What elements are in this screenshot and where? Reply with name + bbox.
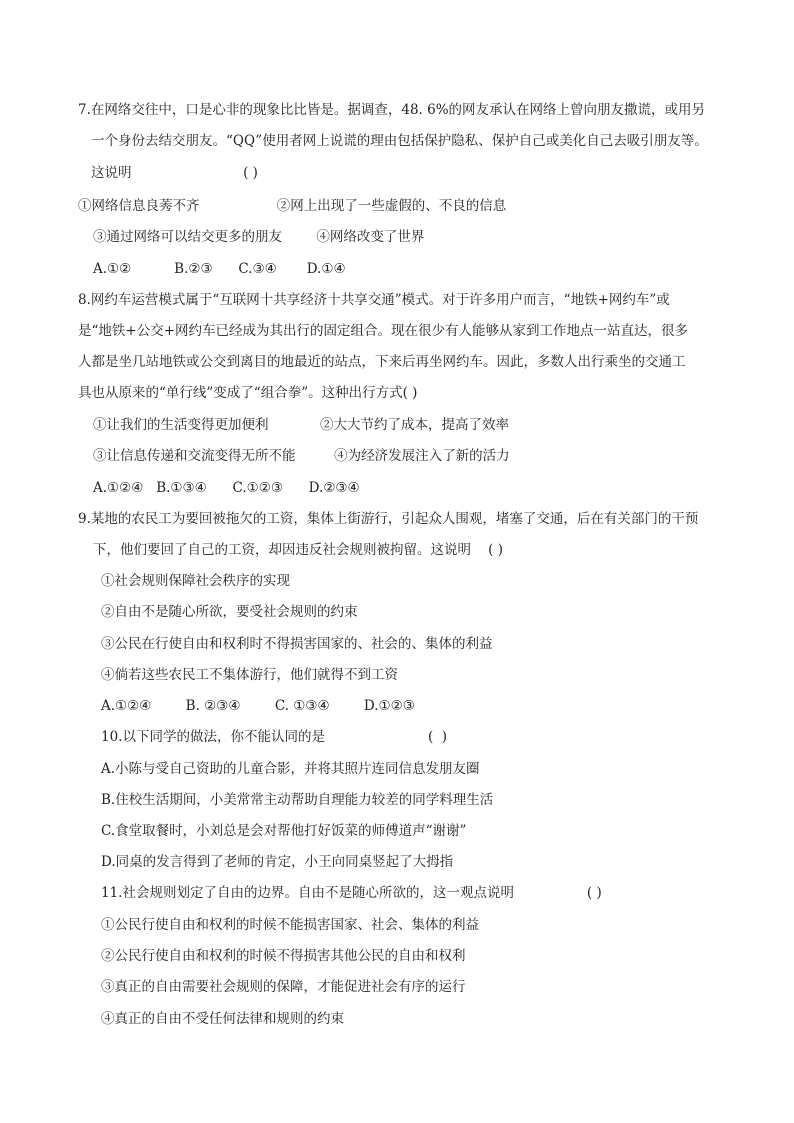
q9-option-2: ②自由不是随心所欲，要受社会规则的约束 (101, 604, 358, 620)
q9-stem-line-1: 9.某地的农民工为要回被拖欠的工资，集体上街游行，引起众人围观，堵塞了交通，后在有关部门的干预 (78, 511, 699, 527)
q7-options-3-4: ③通过网络可以结交更多的朋友 ④网络改变了世界 (93, 229, 425, 245)
q7-answers: A.①② B.②③ C.③④ D.①④ (93, 261, 346, 277)
q9-answers: A.①②④ B. ②③④ C. ①③④ D.①②③ (101, 698, 415, 714)
q11-stem: 11.社会规则划定了自由的边界。自由不是随心所欲的，这一观点说明 ( ) (101, 885, 602, 901)
q10-option-a: A.小陈与受自己资助的儿童合影，并将其照片连同信息发朋友圈 (101, 761, 480, 777)
q11-option-1: ①公民行使自由和权利的时候不能损害国家、社会、集体的利益 (101, 917, 479, 933)
q7-options-1-2: ①网络信息良莠不齐 ②网上出现了一些虚假的、不良的信息 (78, 198, 507, 214)
q8-stem-line-2: 是“地铁+公交+网约车已经成为其出行的固定组合。现在很少有人能够从家到工作地点一站直达，很多 (78, 323, 689, 339)
q8-stem-line-4: 具也从原来的“单行线”变成了“组合拳”。这种出行方式( ) (78, 385, 418, 401)
q8-answers: A.①②④ B.①③④ C.①②③ D.②③④ (93, 480, 360, 496)
q9-stem-line-2: 下，他们要回了自己的工资，却因违反社会规则被拘留。这说明 ( ) (93, 542, 503, 558)
q9-option-3: ③公民在行使自由和权利时不得损害国家的、社会的、集体的利益 (101, 636, 493, 652)
q10-stem: 10.以下同学的做法，你不能认同的是 ( ) (101, 729, 448, 745)
q11-option-4: ④真正的自由不受任何法律和规则的约束 (101, 1011, 344, 1027)
q8-stem-line-1: 8.网约车运营模式属于“互联网十共享经济十共享交通”模式。对于许多用户而言，“地铁+网约车”或 (78, 292, 670, 308)
q9-option-1: ①社会规则保障社会秩序的实现 (101, 573, 290, 589)
q10-option-d: D.同桌的发言得到了老师的肯定，小王向同桌竖起了大拇指 (101, 854, 454, 870)
q8-options-3-4: ③让信息传递和交流变得无所不能 ④为经济发展注入了新的活力 (93, 448, 510, 464)
q8-stem-line-3: 人都是坐几站地铁或公交到离目的地最近的站点，下来后再坐网约车。因此，多数人出行乘坐的交通工 (78, 354, 686, 370)
q9-option-4: ④倘若这些农民工不集体游行，他们就得不到工资 (101, 667, 398, 683)
q7-stem-line-2: 一个身份去结交朋友。“QQ”使用者网上说谎的理由包括保护隐私、保护自己或美化自己去吸引朋友等。 (91, 133, 708, 149)
q7-stem-line-3: 这说明 ( ) (91, 165, 258, 181)
q7-stem-line-1: 7.在网络交往中，口是心非的现象比比皆是。据调查，48. 6%的网友承认在网络上曾向朋友撒谎，或用另 (78, 102, 706, 118)
q11-option-2: ②公民行使自由和权利的时候不得损害其他公民的自由和权利 (101, 948, 466, 964)
q10-option-b: B.住校生活期间，小美常常主动帮助自理能力较差的同学料理生活 (101, 792, 494, 808)
q8-options-1-2: ①让我们的生活变得更加便利 ②大大节约了成本，提高了效率 (93, 417, 509, 433)
q10-option-c: C.食堂取餐时，小刘总是会对帮他打好饭菜的师傅道声“谢谢” (101, 823, 467, 839)
q11-option-3: ③真正的自由需要社会规则的保障，才能促进社会有序的运行 (101, 979, 466, 995)
